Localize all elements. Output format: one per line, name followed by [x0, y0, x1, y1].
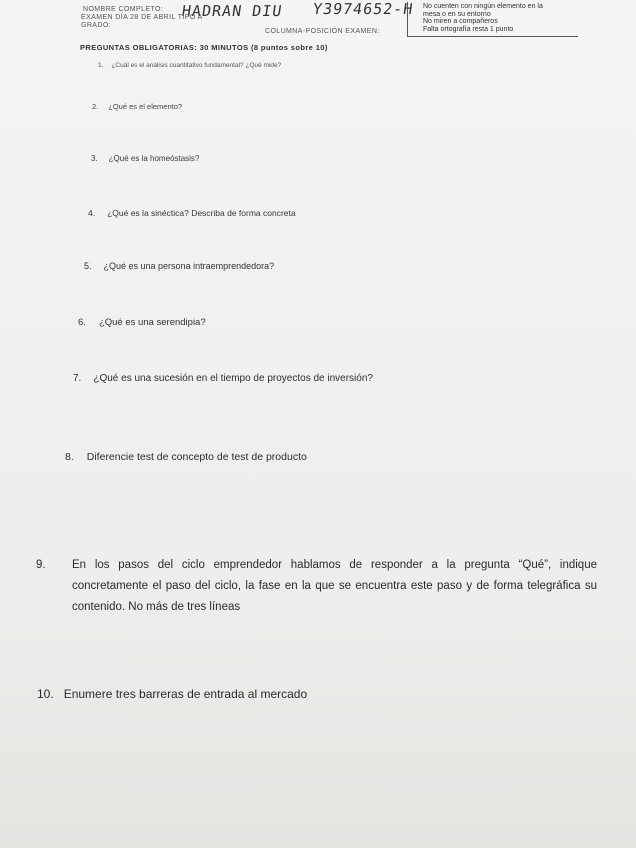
- question-text: ¿Cuál es el análisis cuantitativo fundamental? ¿Qué mide?: [111, 62, 282, 69]
- rule-line: No miren a compañeros: [423, 18, 498, 25]
- question-number: 5.: [84, 261, 92, 271]
- question-text: En los pasos del ciclo emprendedor hablamos de responder a la pregunta “Qué”, indique concretamente el paso del ciclo, la fase en la que se encuentra este paso y de forma telegráfica su contenido. No más de tres líneas: [72, 559, 597, 613]
- question-text: ¿Qué es la sinéctica? Describa de forma concreta: [107, 208, 296, 218]
- section-title: PREGUNTAS OBLIGATORIAS: 30 MINUTOS (8 puntos sobre 10): [80, 43, 328, 52]
- rule-line: mesa o en su entorno: [423, 10, 491, 18]
- question-3: [91, 154, 199, 163]
- question-10: [37, 687, 307, 701]
- question-7: [73, 373, 373, 384]
- question-number: 1.: [98, 62, 104, 69]
- question-text: ¿Qué es la homeóstasis?: [108, 154, 200, 163]
- question-4: [88, 208, 296, 218]
- question-text: ¿Qué es una sucesión en el tiempo de proyectos de inversión?: [93, 373, 373, 384]
- question-number: 9.: [36, 559, 46, 571]
- question-number: 6.: [78, 317, 86, 328]
- examen-label: EXAMEN DÍA 28 DE ABRIL TIPO A: [81, 14, 203, 21]
- nombre-handwritten: HADRAN DIU: [180, 2, 284, 20]
- question-text: Enumere tres barreras de entrada al mercado: [63, 687, 308, 701]
- columna-label: COLUMNA-POSICIÓN EXAMEN:: [265, 28, 380, 35]
- question-8: [65, 451, 307, 463]
- id-handwritten: Y3974652-H: [311, 0, 415, 18]
- question-number: 4.: [88, 208, 96, 218]
- question-1: [98, 62, 281, 69]
- rules-box: [407, 2, 578, 37]
- question-9: [36, 555, 597, 618]
- question-6: [78, 317, 206, 328]
- rule-line: Falta ortografía resta 1 punto: [423, 25, 514, 33]
- question-number: 3.: [91, 154, 98, 163]
- question-text: ¿Qué es una persona intraemprendedora?: [103, 261, 275, 271]
- question-5: [84, 261, 274, 271]
- question-2: [92, 102, 182, 111]
- question-text: Diferencie test de concepto de test de producto: [86, 451, 307, 463]
- nombre-label: NOMBRE COMPLETO:: [83, 6, 164, 13]
- rule-line: No cuenten con ningún elemento en la: [423, 3, 543, 10]
- question-number: 8.: [65, 451, 74, 463]
- question-number: 7.: [73, 373, 82, 384]
- question-number: 2.: [92, 102, 99, 111]
- question-text: ¿Qué es una serendipia?: [98, 317, 206, 328]
- question-text: ¿Qué es el elemento?: [108, 102, 183, 111]
- grado-label: GRADO:: [81, 22, 112, 29]
- question-number: 10.: [37, 687, 54, 701]
